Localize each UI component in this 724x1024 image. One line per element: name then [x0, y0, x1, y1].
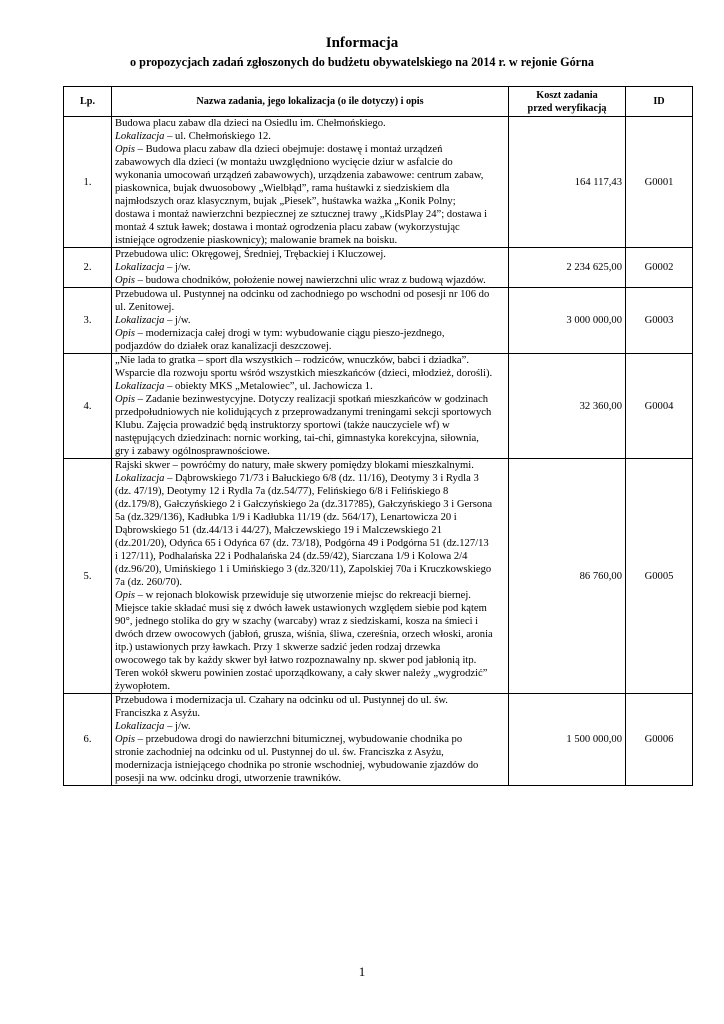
- proposals-table: [63, 86, 693, 786]
- description-line: [115, 498, 505, 511]
- task-id: G0004: [626, 354, 693, 459]
- description-text: Dąbrowskiego 51 (dz.44/13 i 44/27), Małczewskiego 19 i Malczewskiego 21: [115, 525, 442, 536]
- description-text: – j/w.: [164, 315, 191, 326]
- description-line: [115, 274, 505, 287]
- task-description: [112, 694, 509, 786]
- description-line: [115, 628, 505, 641]
- header-cost-line1: Koszt zadania: [536, 89, 598, 101]
- header-cost-line2: przed weryfikacją: [527, 102, 607, 114]
- description-text: piaskownica, bujak dwuosobowy „Wielbłąd”, rama huśtawki z siedziskiem dla: [115, 183, 450, 194]
- description-line: [115, 234, 505, 247]
- description-text: podjazdów do działek oraz kanalizacji deszczowej.: [115, 341, 332, 352]
- description-text: Przebudowa ul. Pustynnej na odcinku od zachodniego po wschodni od posesji nr 106 do: [115, 289, 490, 300]
- description-line: [115, 419, 505, 432]
- description-line: [115, 485, 505, 498]
- description-line: [115, 221, 505, 234]
- task-cost: 32 360,00: [509, 354, 626, 459]
- description-line: [115, 772, 505, 785]
- description-label: Opis: [115, 394, 136, 405]
- description-text: (dz. 47/19), Deotymy 12 i Rydla 7a (dz.54/77), Felińskiego 6/8 i Felińskiego 8: [115, 486, 449, 497]
- description-line: [115, 537, 505, 550]
- description-text: – przebudowa drogi do nawierzchni bitumicznej, wybudowanie chodnika po: [135, 734, 463, 745]
- page-number: 1: [358, 964, 366, 979]
- row-number: 2.: [64, 248, 112, 288]
- description-text: (dz.201/20), Odyńca 65 i Odyńca 67 (dz. 73/18), Podgórna 49 i Podgórna 51 (dz.127/13: [115, 538, 489, 549]
- description-line: [115, 301, 505, 314]
- description-text: – w rejonach blokowisk przewiduje się utworzenie miejsc do rekreacji biernej.: [135, 590, 471, 601]
- description-label: Opis: [115, 144, 136, 155]
- description-line: [115, 117, 505, 130]
- description-line: [115, 367, 505, 380]
- row-number: 1.: [64, 117, 112, 248]
- description-line: [115, 248, 505, 261]
- task-id: G0002: [626, 248, 693, 288]
- description-line: [115, 354, 505, 367]
- description-text: Przebudowa i modernizacja ul. Czahary na odcinku od ul. Pustynnej do ul. św.: [115, 695, 448, 706]
- document-subtitle: o propozycjach zadań zgłoszonych do budżetu obywatelskiego na 2014 r. w rejonie Górna: [130, 55, 594, 69]
- task-cost: 2 234 625,00: [509, 248, 626, 288]
- header-cost: [509, 87, 626, 117]
- table-row: [64, 354, 693, 459]
- task-id: G0001: [626, 117, 693, 248]
- row-number: 4.: [64, 354, 112, 459]
- description-line: [115, 746, 505, 759]
- description-text: owocowego tak by każdy skwer był łatwo rozpoznawalny np. skwer pod jabłonią itp.: [115, 655, 477, 666]
- description-text: dostawa i montaż nawierzchni bezpiecznej ze sztucznej trawy „KidsPlay 24”; dostawa i: [115, 209, 488, 220]
- description-text: Franciszka z Asyżu.: [115, 708, 201, 719]
- description-line: [115, 261, 505, 274]
- description-line: [115, 288, 505, 301]
- description-text: i 127/11), Podhalańska 22 i Podhalańska 24 (dz.59/42), Siarczana 1/9 i Kolowa 2/4: [115, 551, 468, 562]
- description-text: zabawowych dla dzieci (w montażu uwzględniono wycięcie dziur w asfalcie do: [115, 157, 453, 168]
- task-id: G0006: [626, 694, 693, 786]
- description-line: [115, 511, 505, 524]
- description-label: Opis: [115, 328, 136, 339]
- description-line: [115, 733, 505, 746]
- task-id: G0005: [626, 459, 693, 694]
- description-text: wykonania umocowań urządzeń zabawowych), urządzenia zabawowe: centrum zabaw,: [115, 170, 484, 181]
- description-line: [115, 759, 505, 772]
- header-task-name: Nazwa zadania, jego lokalizacja (o ile dotyczy) i opis: [112, 87, 509, 117]
- description-line: [115, 182, 505, 195]
- description-text: itp.) ustawionych przy ławkach. Przy 1 skwerze sadzić jeden rodzaj drzewka: [115, 642, 441, 653]
- row-number: 3.: [64, 288, 112, 354]
- description-text: – modernizacja całej drogi w tym: wybudowanie ciągu pieszo-jezdnego,: [135, 328, 445, 339]
- row-number: 5.: [64, 459, 112, 694]
- description-line: [115, 340, 505, 353]
- description-label: Opis: [115, 275, 136, 286]
- task-description: [112, 117, 509, 248]
- description-label: Opis: [115, 590, 136, 601]
- description-text: Budowa placu zabaw dla dzieci na Osiedlu im. Chełmońskiego.: [115, 118, 386, 129]
- description-text: (dz.179/8), Gałczyńskiego 2 i Gałczyńskiego 2a (dz.317?85), Gałczyńskiego 3 i Gersona: [115, 499, 493, 510]
- description-text: – Dąbrowskiego 71/73 i Bałuckiego 6/8 (dz. 11/16), Deotymy 3 i Rydla 3: [164, 473, 479, 484]
- description-label: Lokalizacja: [115, 721, 165, 732]
- header-id: ID: [626, 87, 693, 117]
- table-body: [64, 117, 693, 786]
- description-line: [115, 680, 505, 693]
- description-label: Lokalizacja: [115, 381, 165, 392]
- description-text: „Nie lada to gratka – sport dla wszystkich – rodziców, wnuczków, babci i dziadka”.: [115, 355, 469, 366]
- description-text: istniejące ogrodzenie piaskownicy); malowanie bramek na boisku.: [115, 235, 398, 246]
- description-line: [115, 169, 505, 182]
- description-text: 90°, jednego stolika do gry w szachy (warcaby) wraz z siedziskami, kosza na śmieci i: [115, 616, 479, 627]
- description-text: montaż 4 sztuk ławek; dostawa i montaż ogrodzenia placu zabaw (wykorzystując: [115, 222, 460, 233]
- description-line: [115, 563, 505, 576]
- description-line: [115, 641, 505, 654]
- description-text: Wsparcie dla rozwoju sportu wśród wszystkich mieszkańców (dzieci, młodzież, dorośli).: [115, 368, 493, 379]
- description-text: Rajski skwer – powróćmy do natury, małe skwery pomiędzy blokami mieszkalnymi.: [115, 460, 474, 471]
- description-text: następujących dziedzinach: nornic working, tai-chi, gimnastyka korekcyjna, siłownia,: [115, 433, 479, 444]
- description-text: przedpołudniowych nie kolidujących z przeprowadzanymi treningami sekcji sportowych: [115, 407, 492, 418]
- description-label: Opis: [115, 734, 136, 745]
- description-line: [115, 195, 505, 208]
- description-line: [115, 550, 505, 563]
- description-line: [115, 327, 505, 340]
- description-line: [115, 143, 505, 156]
- description-text: – ul. Chełmońskiego 12.: [164, 131, 271, 142]
- description-text: – Zadanie bezinwestycyjne. Dotyczy realizacji spotkań mieszkańców w godzinach: [135, 394, 489, 405]
- header-lp: Lp.: [64, 87, 112, 117]
- row-number: 6.: [64, 694, 112, 786]
- description-text: – Budowa placu zabaw dla dzieci obejmuje: dostawę i montaż urządzeń: [135, 144, 443, 155]
- description-text: – budowa chodników, położenie nowej nawierzchni ulic wraz z budową wjazdów.: [135, 275, 486, 286]
- table-row: [64, 288, 693, 354]
- table-header-row: [64, 87, 693, 117]
- table-row: [64, 459, 693, 694]
- description-text: dwóch drzew owocowych (jabłoń, grusza, wiśnia, śliwa, czereśnia, orzech włoski, aronia: [115, 629, 493, 640]
- description-text: stronie zachodniej na odcinku od ul. Pustynnej do ul. św. Franciszka z Asyżu,: [115, 747, 444, 758]
- description-line: [115, 615, 505, 628]
- description-line: [115, 208, 505, 221]
- description-line: [115, 589, 505, 602]
- description-text: – j/w.: [164, 262, 191, 273]
- description-text: żywopłotem.: [115, 681, 171, 692]
- description-line: [115, 432, 505, 445]
- description-text: – obiekty MKS „Metalowiec”, ul. Jachowicza 1.: [164, 381, 373, 392]
- description-line: [115, 576, 505, 589]
- description-text: Teren wokół skweru powinien zostać uporządkowany, a cały skwer należy „wygrodzić”: [115, 668, 488, 679]
- task-description: [112, 288, 509, 354]
- description-label: Lokalizacja: [115, 473, 165, 484]
- description-line: [115, 380, 505, 393]
- task-cost: 1 500 000,00: [509, 694, 626, 786]
- table-row: [64, 117, 693, 248]
- description-line: [115, 707, 505, 720]
- task-description: [112, 459, 509, 694]
- description-text: (dz.96/20), Umińskiego 1 i Umińskiego 3 (dz.320/11), Zapolskiej 70a i Kruczkowskiego: [115, 564, 492, 575]
- description-text: posesji na ww. odcinku drogi, utworzenie trawników.: [115, 773, 342, 784]
- description-line: [115, 524, 505, 537]
- description-line: [115, 445, 505, 458]
- task-cost: 164 117,43: [509, 117, 626, 248]
- description-line: [115, 694, 505, 707]
- description-line: [115, 393, 505, 406]
- task-cost: 86 760,00: [509, 459, 626, 694]
- description-text: Klubu. Zajęcia prowadzić będą instruktorzy sportowi (także nauczyciele wf) w: [115, 420, 450, 431]
- description-line: [115, 459, 505, 472]
- description-text: Przebudowa ulic: Okręgowej, Średniej, Trębackiej i Kluczowej.: [115, 249, 386, 260]
- description-line: [115, 667, 505, 680]
- description-line: [115, 156, 505, 169]
- description-line: [115, 130, 505, 143]
- description-line: [115, 654, 505, 667]
- description-text: najmłodszych oraz klasycznym, bujak „Piesek”, huśtawka ważka „Konik Polny;: [115, 196, 456, 207]
- description-text: Miejsce takie składać musi się z dwóch ławek ustawionych względem siebie pod kątem: [115, 603, 487, 614]
- description-line: [115, 472, 505, 485]
- task-cost: 3 000 000,00: [509, 288, 626, 354]
- description-line: [115, 602, 505, 615]
- description-label: Lokalizacja: [115, 315, 165, 326]
- description-text: 5a (dz.329/136), Kadłubka 1/9 i Kadłubka 11/19 (dz. 564/17), Lenartowicza 20 i: [115, 512, 457, 523]
- description-text: gry i zabawy ogólnosprawnościowe.: [115, 446, 270, 457]
- description-text: modernizacja istniejącego chodnika po stronie wschodniej, wybudowanie zjazdów do: [115, 760, 479, 771]
- description-line: [115, 314, 505, 327]
- description-label: Lokalizacja: [115, 131, 165, 142]
- description-text: ul. Zenitowej.: [115, 302, 175, 313]
- table-row: [64, 694, 693, 786]
- description-text: 7a (dz. 260/70).: [115, 577, 183, 588]
- task-id: G0003: [626, 288, 693, 354]
- task-description: [112, 248, 509, 288]
- description-line: [115, 406, 505, 419]
- task-description: [112, 354, 509, 459]
- description-text: – j/w.: [164, 721, 191, 732]
- document-title: Informacja: [325, 35, 399, 51]
- table-row: [64, 248, 693, 288]
- description-line: [115, 720, 505, 733]
- description-label: Lokalizacja: [115, 262, 165, 273]
